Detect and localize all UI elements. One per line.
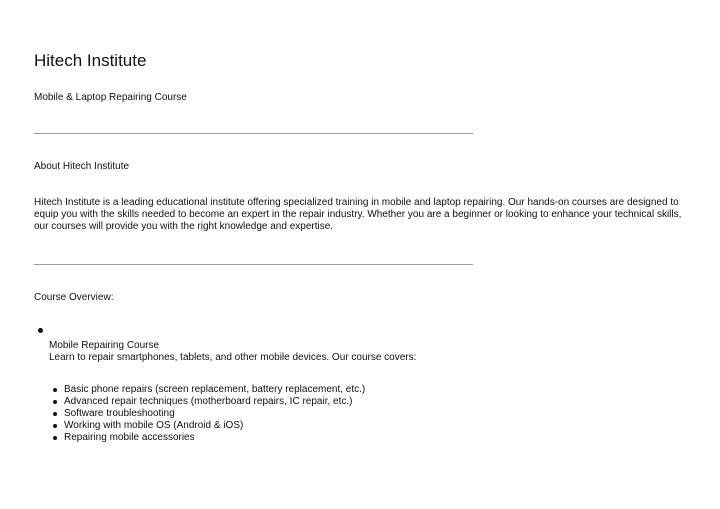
course-list-item [34,324,674,444]
course-title: Mobile Repairing Course [49,340,160,351]
course-topic-item [49,432,674,444]
course-topic-item [49,396,674,408]
course-description: Learn to repair smartphones, tablets, and other mobile devices. Our course covers: [49,352,417,363]
bullet-icon [53,388,57,392]
course-topic-list [49,384,674,444]
course-subtitle: Mobile & Laptop Repairing Course [34,92,187,103]
bullet-icon [53,436,57,440]
site-title: Hitech Institute [34,51,147,70]
course-overview-heading: Course Overview: [34,292,114,303]
divider [34,264,473,265]
course-list [34,324,674,444]
course-topic-label: Repairing mobile accessories [64,432,195,443]
bullet-icon [53,400,57,404]
course-block [49,324,674,444]
course-topic-item [49,408,674,420]
bullet-icon [38,328,43,333]
course-topic-label: Basic phone repairs (screen replacement, battery replacement, etc.) [64,384,366,395]
course-topic-label: Advanced repair techniques (motherboard repairs, IC repair, etc.) [64,396,353,407]
divider [34,133,473,134]
about-heading: About Hitech Institute [34,161,130,172]
about-paragraph: Hitech Institute is a leading educational institute offering specialized training in mobile and laptop repairing. Our hands-on courses are designed to equip you with the skills needed to become an expert in the repair industry. Whether you are a beginner or looking to enhance your technical skills, our courses will provide you with the right knowledge and expertise. [34,197,682,233]
bullet-icon [53,424,57,428]
course-topic-item [49,420,674,432]
course-topic-label: Working with mobile OS (Android & iOS) [64,420,244,431]
course-topic-label: Software troubleshooting [64,408,175,419]
bullet-icon [53,412,57,416]
course-topic-item [49,384,674,396]
